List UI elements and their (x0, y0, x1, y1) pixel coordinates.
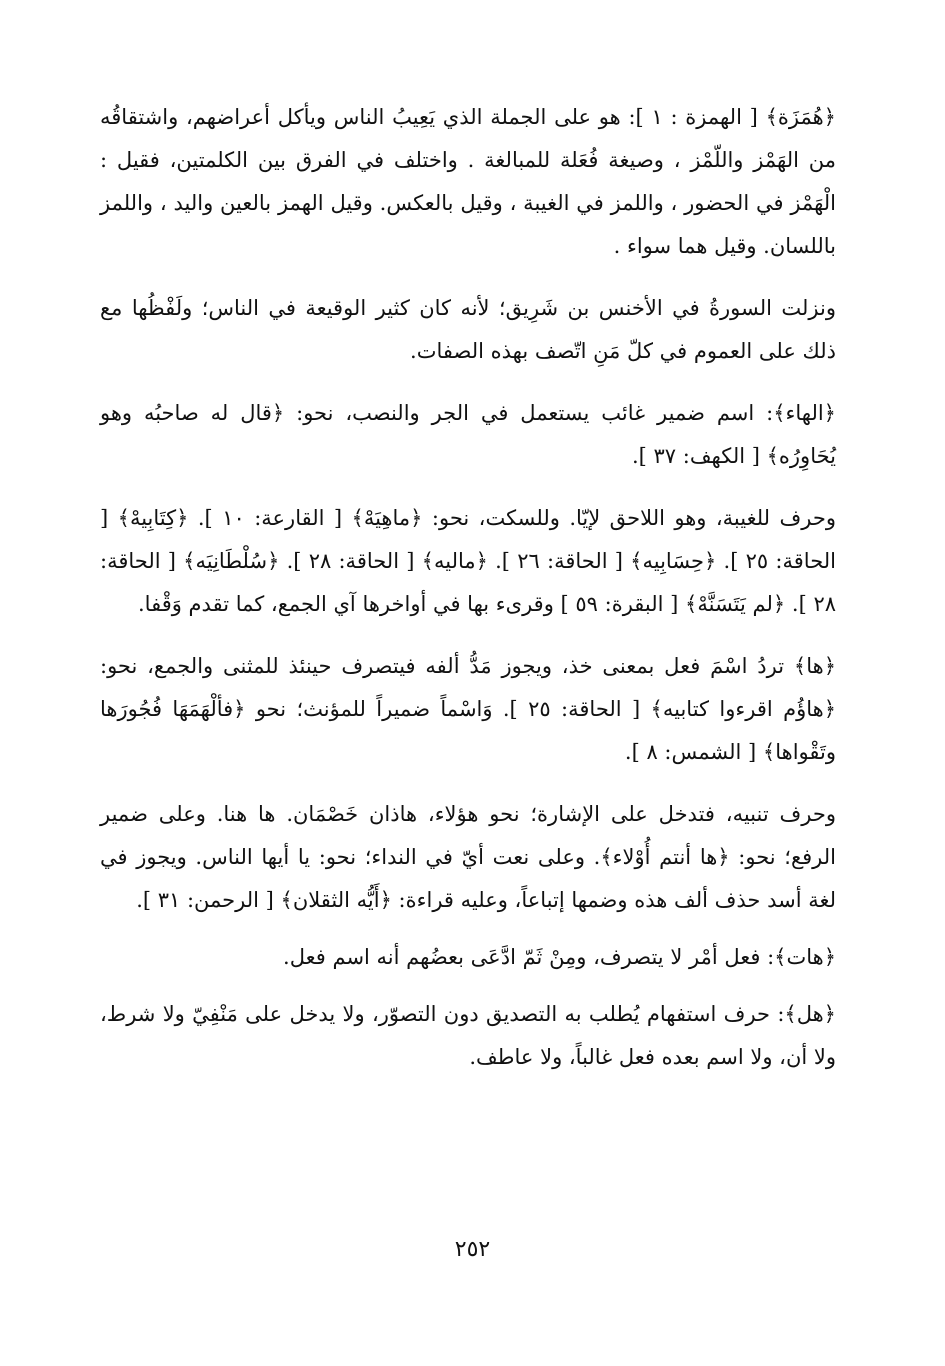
paragraph-haat: ﴿هات﴾: فعل أمْر لا يتصرف، ومِنْ ثَمّ ادَّعَى بعضُهم أنه اسم فعل. (283, 945, 836, 969)
page-number: ٢٥٢ (454, 1237, 491, 1262)
paragraph-haa-ghaiba: وحرف للغيبة، وهو اللاحق لإيّا. وللسكت، نحو: ﴿ماهِيَهْ﴾ [ القارعة: ١٠ ]. ﴿كِتَابِيهْ﴾ [ الحاقة: ٢٥ ]. ﴿حِسَابِيه﴾ [ الحاقة: ٢٦ ]. ﴿ماليه﴾ [ الحاقة: ٢٨ ]. ﴿سُلْطَانِيَه﴾ [ الحاقة: ٢٨ ]. ﴿لم يَتَسَنَّهْ﴾ [ البقرة: ٥٩ ] وقرىء بها في أواخرها آي الجمع، كما تقدم وَقْفا. (100, 506, 836, 616)
paragraph-haa-pronoun: ﴿الهاء﴾: اسم ضمير غائب يستعمل في الجر والنصب، نحو: ﴿قال له صاحبُه وهو يُحَاوِرُه﴾ [ الكهف: ٣٧ ]. (100, 401, 836, 468)
paragraph-haa-verb: ﴿ها﴾ تردُ اسْمَ فعل بمعنى خذ، ويجوز مَدُّ ألفه فيتصرف حينئذ للمثنى والجمع، نحو: ﴿هاؤُم اقرءوا كتابيه﴾ [ الحاقة: ٢٥ ]. وَاسْماً ضميراً للمؤنث؛ نحو ﴿فألْهَمَهَا فُجُورَها وتَقْواها﴾ [ الشمس: ٨ ]. (100, 654, 836, 764)
paragraph-tanbih: وحرف تنبيه، فتدخل على الإشارة؛ نحو هؤلاء، هاذان خَصْمَان. ها هنا. وعلى ضمير الرفع؛ نحو: ﴿ها أنتم أُوْلاء﴾. وعلى نعت أيّ في النداء؛ نحو: يا أيها الناس. ويجوز في لغة أسد حذف ألف هذه وضمها إتباعاً، وعليه قراءة: ﴿أَيُّه الثقلان﴾ [ الرحمن: ٣١ ]. (100, 802, 836, 912)
paragraph-hal: ﴿هل﴾: حرف استفهام يُطلب به التصديق دون التصوّر، ولا يدخل على مَنْفِيّ ولا شرط، ولا أن، ولا اسم بعده فعل غالباً، ولا عاطف. (100, 1002, 836, 1069)
paragraph-revelation: ونزلت السورةُ في الأخنس بن شَرِيق؛ لأنه كان كثير الوقيعة في الناس؛ ولَفْظُها مع ذلك على العموم في كلّ مَنِ اتّصف بهذه الصفات. (100, 296, 836, 363)
paragraph-humaza: ﴿هُمَزَة﴾ [ الهمزة : ١ ]: هو على الجملة الذي يَعِيبُ الناس ويأكل أعراضهم، واشتقاقُه من الهَمْز واللّمْز ، وصيغة فُعَلة للمبالغة . واختلف في الفرق بين الكلمتين، فقيل : الْهَمْز في الحضور ، واللمز في الغيبة ، وقيل بالعكس. وقيل الهمز بالعين واليد ، واللمز باللسان. وقيل هما سواء . (100, 105, 836, 258)
page-body (100, 96, 836, 1079)
